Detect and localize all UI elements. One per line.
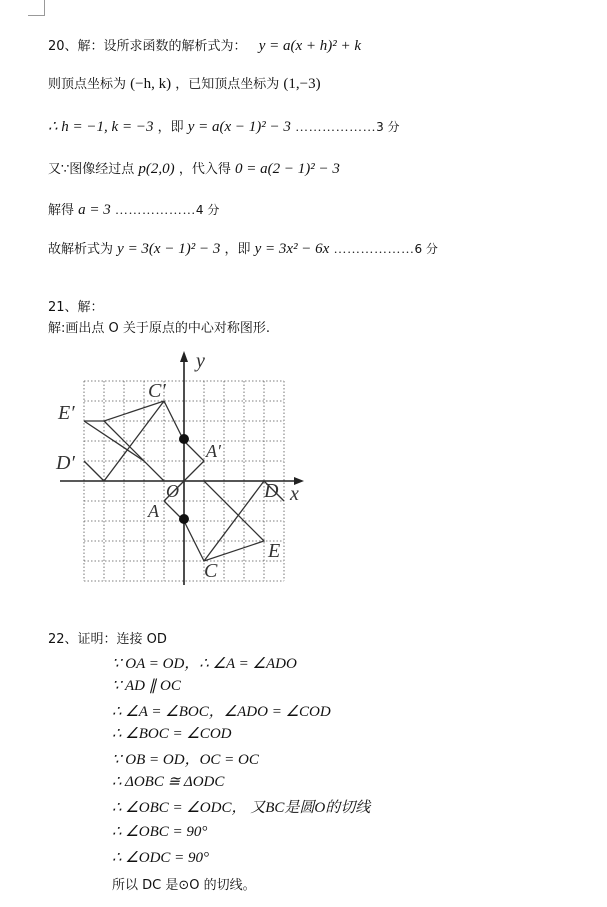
label-C: C: [204, 560, 218, 582]
q22-proof-line-1: ∵ OA = OD，∴ ∠A = ∠ADO: [112, 656, 297, 672]
q20-header-line: [48, 35, 361, 55]
q20-l2-math: ∴ h = −1, k = −3: [48, 119, 154, 135]
page-corner-mark: [44, 0, 45, 16]
q22-proof-line-8: ∴ ∠OBC = 90°: [112, 824, 208, 840]
q20-l2-score: 3 分: [376, 120, 400, 134]
q20-l5-score: 6 分: [414, 242, 438, 256]
q20-header-math: y = a(x + h)² + k: [258, 38, 362, 54]
label-O: O: [166, 481, 179, 501]
figure-reflected-edge-ED: [84, 421, 144, 461]
q20-l2-dots: ………………: [295, 119, 377, 134]
q22-conclusion: 所以 DC 是⊙O 的切线。: [112, 878, 256, 893]
q21-text: 解:画出点 O 关于原点的中心对称图形.: [48, 321, 271, 336]
page-corner-mark-horizontal: [28, 15, 44, 16]
q20-l3-text2: ，代入得: [178, 162, 231, 177]
q20-l2-math2: y = a(x − 1)² − 3: [187, 119, 291, 135]
q20-l4-dots: ………………: [114, 202, 196, 217]
q20-l3-text1: 又∵图像经过点: [48, 162, 135, 177]
label-x: x: [290, 483, 299, 505]
label-D-prime: D′: [56, 452, 75, 474]
q20-l3-math2: 0 = a(2 − 1)² − 3: [234, 161, 340, 177]
q20-line-1: [48, 73, 321, 93]
q20-line-3: [48, 158, 340, 178]
figure-reflected-edge-DE: [84, 461, 104, 481]
label-A-prime: A′: [206, 441, 221, 461]
q20-line-4: [48, 199, 219, 219]
q20-l5-math1: y = 3(x − 1)² − 3: [117, 241, 221, 257]
label-C-prime: C′: [148, 380, 166, 402]
y-axis-arrow: [180, 351, 188, 362]
label-D: D: [264, 480, 279, 502]
q20-l4-score: 4 分: [195, 203, 220, 217]
q22-proof-line-2: ∵ AD ∥ OC: [112, 678, 181, 694]
q22-proof-line-4: ∴ ∠BOC = ∠COD: [112, 726, 232, 742]
label-y: y: [196, 350, 205, 372]
label-A: A: [148, 501, 159, 521]
q22-proof-line-9: ∴ ∠ODC = 90°: [112, 850, 210, 866]
q22-header: 22、证明：连接 OD: [48, 632, 167, 647]
q20-line-2: [48, 116, 400, 136]
point-original-center: [179, 514, 189, 524]
q20-l1-vertex-general: (−h, k): [130, 76, 172, 92]
q22-proof-line-7: ∴ ∠OBC = ∠ODC， 又BC是圆O的切线: [112, 800, 371, 816]
q20-l4-math: a = 3: [78, 202, 111, 218]
label-E: E: [268, 540, 281, 562]
q20-l5-sep: ，即: [224, 242, 251, 257]
q22-proof-line-5: ∵ OB = OD，OC = OC: [112, 752, 259, 768]
label-E-prime: E′: [58, 402, 75, 424]
q20-line-5: [48, 238, 438, 258]
q20-l5-dots: ………………: [333, 241, 415, 256]
q20-l5-text: 故解析式为: [48, 242, 114, 257]
q20-l2-sep: ，即: [157, 120, 184, 135]
q22-proof-line-6: ∴ ΔOBC ≅ ΔODC: [112, 774, 225, 790]
q20-l1-text: 则顶点坐标为: [48, 77, 127, 92]
q22-proof-line-3: ∴ ∠A = ∠BOC，∠ADO = ∠COD: [112, 704, 331, 720]
point-reflected-center: [179, 434, 189, 444]
q20-l4-text: 解得: [48, 203, 75, 218]
q21-header: 21、解：: [48, 300, 104, 315]
q20-l5-math2: y = 3x² − 6x: [254, 241, 330, 257]
q21-coordinate-graph: [50, 345, 310, 590]
q20-l1-sep: ，已知顶点坐标为: [175, 77, 280, 92]
q20-header: 20、解：设所求函数的解析式为：: [48, 39, 247, 54]
q20-l1-vertex-known: (1,−3): [283, 76, 321, 92]
q20-l3-point: p(2,0): [138, 161, 175, 177]
figure-original-edge-DC: [204, 481, 264, 561]
